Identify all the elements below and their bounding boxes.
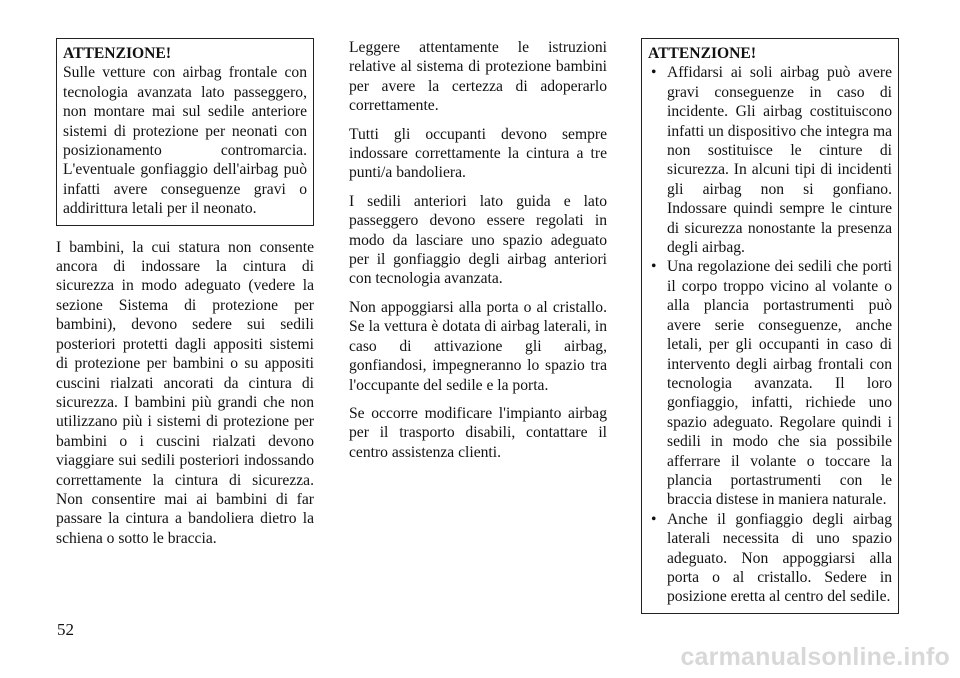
right-column — [641, 38, 899, 614]
warning-bullet: • Affidarsi ai soli airbag può avere gravi conseguenze in caso di incidente. Gli airbag costituiscono infatti un dispositivo che integra ma non sostituisce le cinture di sicurezza. In alcuni tipi di incidenti gli airbag non si gonfiano. Indossare quindi sempre le cinture di sicurezza nonostante la presenza degli airbag. — [648, 63, 892, 257]
warning-bullet: • Anche il gonfiaggio degli airbag laterali necessita di uno spazio adeguato. Non appoggiarsi alla porta o al cristallo. Sedere in posizione eretta al centro del sedile. — [648, 510, 892, 607]
warning-title: ATTENZIONE! — [63, 45, 172, 62]
left-column — [56, 38, 314, 557]
body-paragraph: Leggere attentamente le istruzioni relative al sistema di protezione bambini per avere la certezza di adoperarlo correttamente. — [349, 39, 607, 115]
body-paragraph: Non appoggiarsi alla porta o al cristallo. Se la vettura è dotata di airbag laterali, in caso di attivazione gli airbag, gonfiandosi, impegneranno lo spazio tra l'occupante del sedile e la porta. — [349, 298, 607, 394]
warning-box — [56, 38, 314, 226]
page-number: 52 — [57, 620, 74, 639]
warning-text: Sulle vetture con airbag frontale con tecnologia avanzata lato passeggero, non montare mai sul sedile anteriore sistemi di protezione per neonati con posizionamento contromarcia. L'eventuale gonfiaggio dell'airbag può infatti avere conseguenze gravi o addirittura letali per il neonato. — [63, 64, 307, 218]
body-paragraph: I sedili anteriori lato guida e lato passeggero devono essere regolati in modo da lasciare uno spazio adeguato per il gonfiaggio degli airbag anteriori con tecnologia avanzata. — [349, 192, 607, 288]
warning-box — [641, 38, 899, 614]
body-paragraph: I bambini, la cui statura non consente ancora di indossare la cintura di sicurezza in modo adeguato (vedere la sezione Sistema di protezione per bambini), devono sedere sui sedili posteriori protetti dagli appositi sistemi di protezione per bambini o su appositi cuscini rialzati ancorati da cintura di sicurezza. I bambini più grandi che non utilizzano più i sistemi di protezione per bambini o i cuscini rialzati devono viaggiare sui sedili posteriori indossando correttamente la cintura di sicurezza. Non consentire mai ai bambini di far passare la cintura a bandoliera dietro la schiena o sotto le braccia. — [56, 238, 314, 547]
body-paragraph: Se occorre modificare l'impianto airbag per il trasporto disabili, contattare il centro assistenza clienti. — [349, 404, 607, 461]
body-paragraph: Tutti gli occupanti devono sempre indossare correttamente la cintura a tre punti/a bandoliera. — [349, 125, 607, 182]
warning-bullet: • Una regolazione dei sedili che porti il corpo troppo vicino al volante o alla plancia portastrumenti può avere serie conseguenze, anche letali, per gli occupanti in caso di intervento degli airbag frontali con tecnologia avanzata. Il loro gonfiaggio, infatti, richiede uno spazio adeguato. Regolare quindi i sedili in modo che sia possibile afferrare il volante o toccare la plancia portastrumenti con le braccia distese in maniera naturale. — [648, 257, 892, 509]
watermark: carmanualsonline.info — [680, 643, 950, 671]
warning-list — [648, 63, 892, 606]
warning-title: ATTENZIONE! — [648, 45, 757, 62]
middle-column — [349, 38, 607, 471]
